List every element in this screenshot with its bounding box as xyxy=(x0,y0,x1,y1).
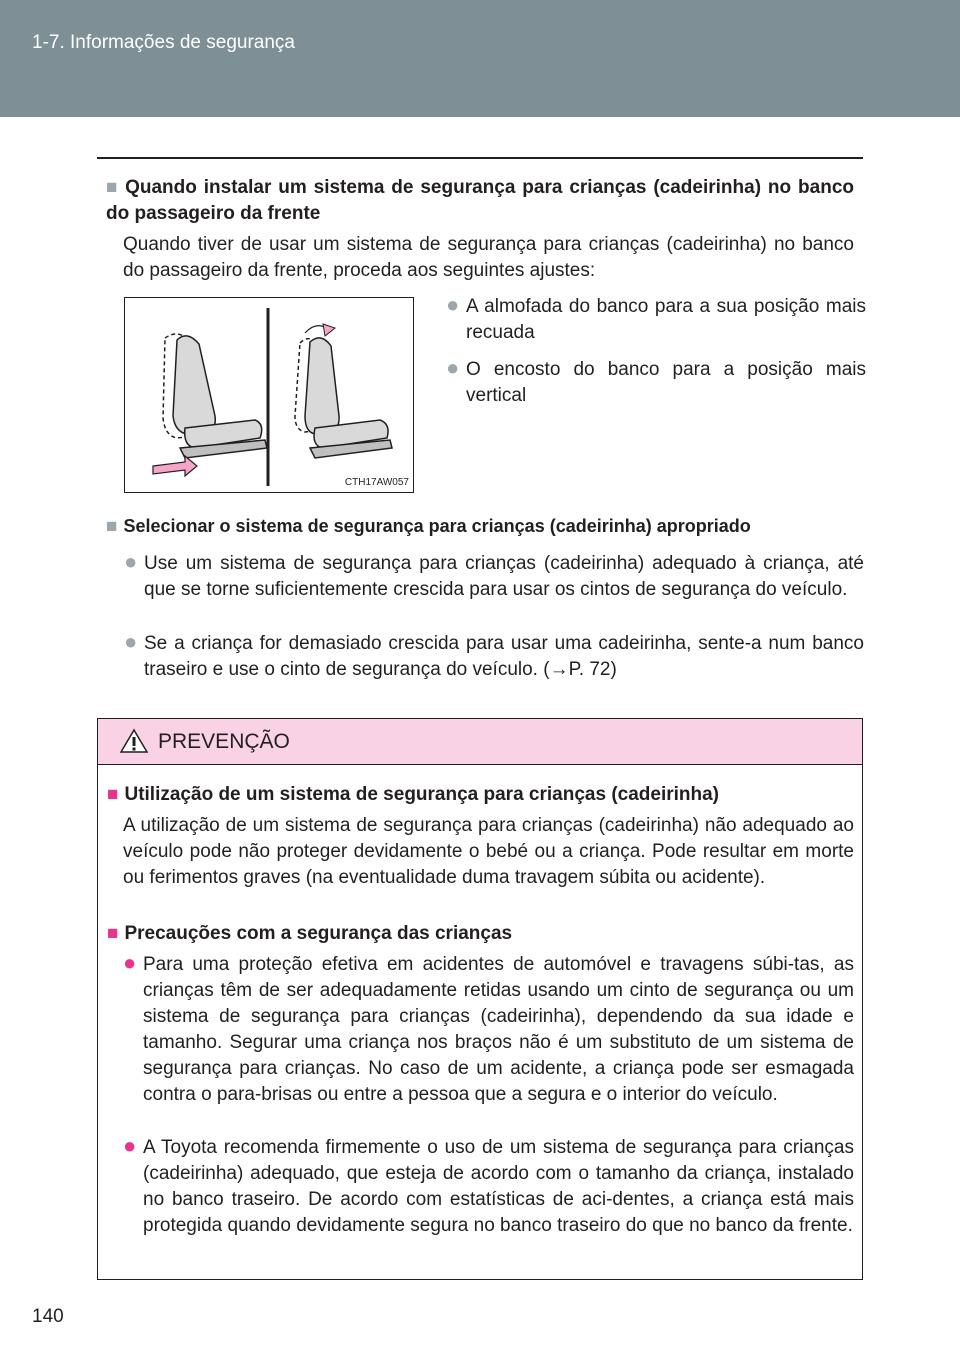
section2-heading: ■ Selecionar o sistema de segurança para crianças (cadeirinha) apropriado xyxy=(106,516,751,537)
bullet-dot-icon: ● xyxy=(124,549,138,574)
page-header xyxy=(0,0,960,117)
warning-sub1-text: A utilização de um sistema de segurança para crianças (cadeirinha) não adequado ao veículo pode não proteger devidamente o bebé ou a criança. Pode resultar em morte ou ferimentos graves (na eventualidade duma travagem súbita ou acidente). xyxy=(123,815,854,888)
list-item: ● A almofada do banco para a sua posição mais recuada xyxy=(446,292,866,343)
square-bullet-icon: ■ xyxy=(107,784,119,805)
list-item: ● Para uma proteção efetiva em acidentes de automóvel e travagens súbi-tas, as crianças têm de ser adequadamente retidas usando um cinto de segurança ou um sistema de segurança para crianças (cadeirinha), dependendo da sua idade e tamanho. Segurar uma criança nos braços não é um substituto de um sistema de segurança para crianças. No caso de um acidente, a criança pode ser esmagada contra o para-brisas ou entre a pessoa que a segura e o interior do veículo. xyxy=(123,950,854,1105)
seat-illustration xyxy=(125,298,413,492)
divider xyxy=(97,157,863,159)
section-title: 1-7. Informações de segurança xyxy=(32,32,295,53)
page-number: 140 xyxy=(32,1306,64,1327)
warning-sub2-heading: ■ Precauções com a segurança das crianças xyxy=(107,923,513,944)
warning-title: PREVENÇÃO xyxy=(158,730,290,753)
list-item: ● Use um sistema de segurança para crianças (cadeirinha) adequado à criança, até que se torne suficientemente crescida para usar os cintos de segurança do veículo. xyxy=(124,549,864,600)
list-item: ● O encosto do banco para a posição mais vertical xyxy=(446,355,866,406)
bullet-dot-icon: ● xyxy=(446,292,460,317)
bullet-dot-icon: ● xyxy=(123,950,137,975)
warning-sub1-heading: ■ Utilização de um sistema de segurança para crianças (cadeirinha) xyxy=(107,784,720,805)
section1-heading: ■ Quando instalar um sistema de segurança para crianças (cadeirinha) no banco do passageiro da frente xyxy=(106,177,854,224)
figure-code: CTH17AW057 xyxy=(344,477,409,488)
bullet-dot-icon: ● xyxy=(123,1133,137,1158)
list-item: ● A Toyota recomenda firmemente o uso de um sistema de segurança para crianças (cadeirinha) adequado, que esteja de acordo com o tamanho da criança, instalado no banco traseiro. De acordo com estatísticas de aci-dentes, a criança está mais protegida quando devidamente segura no banco traseiro do que no banco da frente. xyxy=(123,1133,854,1236)
warning-box xyxy=(97,718,863,1280)
warning-triangle-icon xyxy=(120,728,148,754)
warning-header xyxy=(98,719,862,765)
bullet-dot-icon: ● xyxy=(124,629,138,654)
square-bullet-icon: ■ xyxy=(106,177,120,198)
square-bullet-icon: ■ xyxy=(107,923,119,944)
seat-adjustment-figure xyxy=(124,297,414,493)
bullet-dot-icon: ● xyxy=(446,355,460,380)
square-bullet-icon: ■ xyxy=(106,516,118,537)
section1-intro: Quando tiver de usar um sistema de segurança para crianças (cadeirinha) no banco do passageiro da frente, proceda aos seguintes ajustes: xyxy=(123,234,854,281)
list-item: ● Se a criança for demasiado crescida para usar uma cadeirinha, sente-a num banco traseiro e use o cinto de segurança do veículo. (→P. 72) xyxy=(124,629,864,680)
